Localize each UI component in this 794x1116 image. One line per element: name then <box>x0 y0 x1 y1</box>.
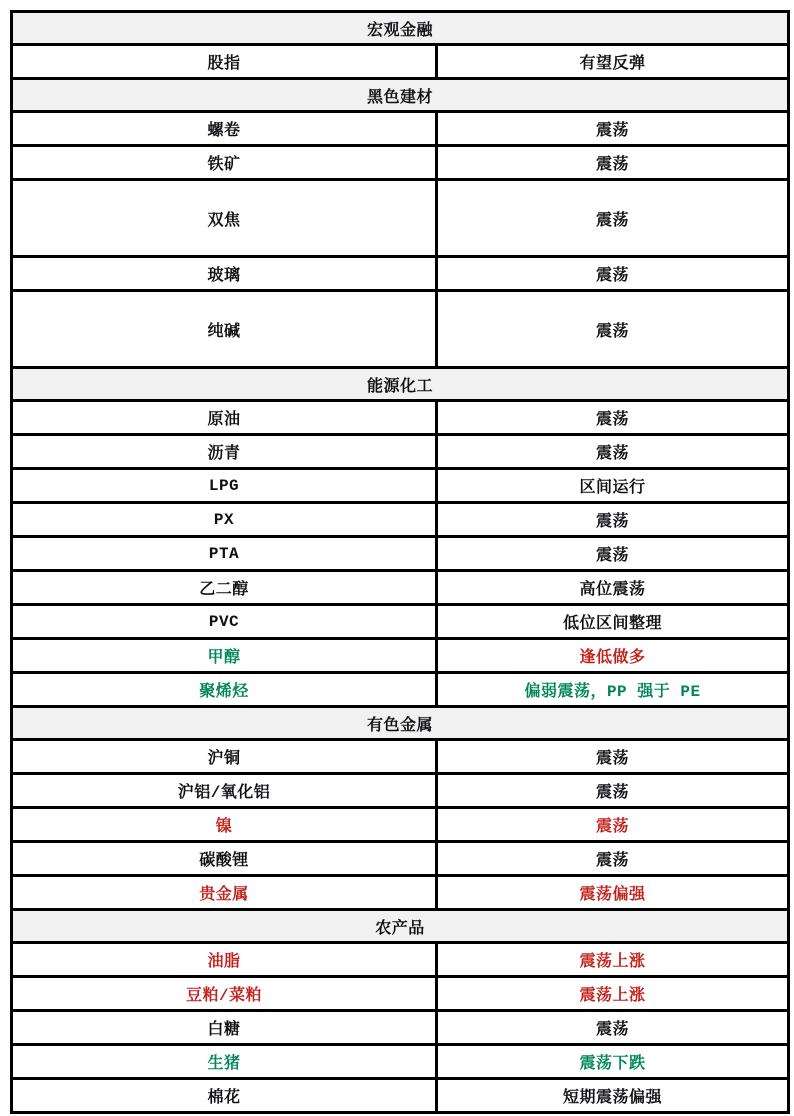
table-row <box>12 469 789 503</box>
section-header: 宏观金融 <box>12 12 789 45</box>
outlook-cell: 震荡上涨 <box>437 943 789 977</box>
commodity-cell: 油脂 <box>12 943 437 977</box>
outlook-cell: 震荡下跌 <box>437 1045 789 1079</box>
commodity-cell: PX <box>12 503 437 537</box>
table-row <box>12 639 789 673</box>
outlook-cell: 震荡 <box>437 774 789 808</box>
table-row <box>12 876 789 910</box>
section-header: 有色金属 <box>12 707 789 740</box>
section-header-row <box>12 910 789 943</box>
section-header-row <box>12 12 789 45</box>
outlook-cell: 震荡 <box>437 112 789 146</box>
commodity-cell: 碳酸锂 <box>12 842 437 876</box>
outlook-cell: 震荡 <box>437 180 789 257</box>
commodity-cell: 乙二醇 <box>12 571 437 605</box>
table-row <box>12 1079 789 1113</box>
table-row <box>12 257 789 291</box>
table-row <box>12 740 789 774</box>
table-row <box>12 537 789 571</box>
outlook-cell: 震荡 <box>437 1011 789 1045</box>
outlook-cell: 逢低做多 <box>437 639 789 673</box>
table-row <box>12 1045 789 1079</box>
outlook-cell: 震荡 <box>437 808 789 842</box>
table-row <box>12 977 789 1011</box>
commodity-cell: 沥青 <box>12 435 437 469</box>
commodity-cell: 镍 <box>12 808 437 842</box>
table-row <box>12 943 789 977</box>
outlook-cell: 震荡 <box>437 401 789 435</box>
table-row <box>12 1011 789 1045</box>
commodity-cell: 铁矿 <box>12 146 437 180</box>
section-header: 能源化工 <box>12 368 789 401</box>
table-row <box>12 605 789 639</box>
outlook-cell: 低位区间整理 <box>437 605 789 639</box>
commodity-cell: 螺卷 <box>12 112 437 146</box>
table-row <box>12 291 789 368</box>
section-header: 黑色建材 <box>12 79 789 112</box>
outlook-cell: 短期震荡偏强 <box>437 1079 789 1113</box>
section-header-row <box>12 79 789 112</box>
outlook-cell: 偏弱震荡，PP 强于 PE <box>437 673 789 707</box>
commodity-cell: 沪铝/氧化铝 <box>12 774 437 808</box>
commodity-cell: 双焦 <box>12 180 437 257</box>
market-outlook-table <box>10 10 790 1114</box>
table-row <box>12 503 789 537</box>
outlook-cell: 区间运行 <box>437 469 789 503</box>
commodity-cell: PTA <box>12 537 437 571</box>
outlook-cell: 震荡 <box>437 146 789 180</box>
commodity-cell: 玻璃 <box>12 257 437 291</box>
table-row <box>12 673 789 707</box>
commodity-cell: LPG <box>12 469 437 503</box>
commodity-cell: PVC <box>12 605 437 639</box>
commodity-cell: 聚烯烃 <box>12 673 437 707</box>
outlook-cell: 震荡 <box>437 257 789 291</box>
outlook-cell: 震荡 <box>437 503 789 537</box>
outlook-cell: 震荡 <box>437 291 789 368</box>
commodity-cell: 豆粕/菜粕 <box>12 977 437 1011</box>
section-header-row <box>12 707 789 740</box>
outlook-cell: 震荡 <box>437 842 789 876</box>
commodity-cell: 甲醇 <box>12 639 437 673</box>
outlook-cell: 震荡偏强 <box>437 876 789 910</box>
commodity-cell: 纯碱 <box>12 291 437 368</box>
commodity-cell: 白糖 <box>12 1011 437 1045</box>
table-row <box>12 180 789 257</box>
table-row <box>12 774 789 808</box>
section-header: 农产品 <box>12 910 789 943</box>
table-row <box>12 571 789 605</box>
table-row <box>12 112 789 146</box>
outlook-cell: 有望反弹 <box>437 45 789 79</box>
commodity-cell: 沪铜 <box>12 740 437 774</box>
commodity-cell: 生猪 <box>12 1045 437 1079</box>
section-header-row <box>12 368 789 401</box>
outlook-cell: 震荡上涨 <box>437 977 789 1011</box>
outlook-cell: 震荡 <box>437 435 789 469</box>
table-row <box>12 401 789 435</box>
table-row <box>12 146 789 180</box>
commodity-cell: 贵金属 <box>12 876 437 910</box>
table-row <box>12 435 789 469</box>
table-row <box>12 808 789 842</box>
table-body <box>12 12 789 1113</box>
table-row <box>12 842 789 876</box>
commodity-cell: 原油 <box>12 401 437 435</box>
commodity-cell: 股指 <box>12 45 437 79</box>
outlook-cell: 高位震荡 <box>437 571 789 605</box>
commodity-cell: 棉花 <box>12 1079 437 1113</box>
outlook-cell: 震荡 <box>437 537 789 571</box>
table-row <box>12 45 789 79</box>
outlook-cell: 震荡 <box>437 740 789 774</box>
